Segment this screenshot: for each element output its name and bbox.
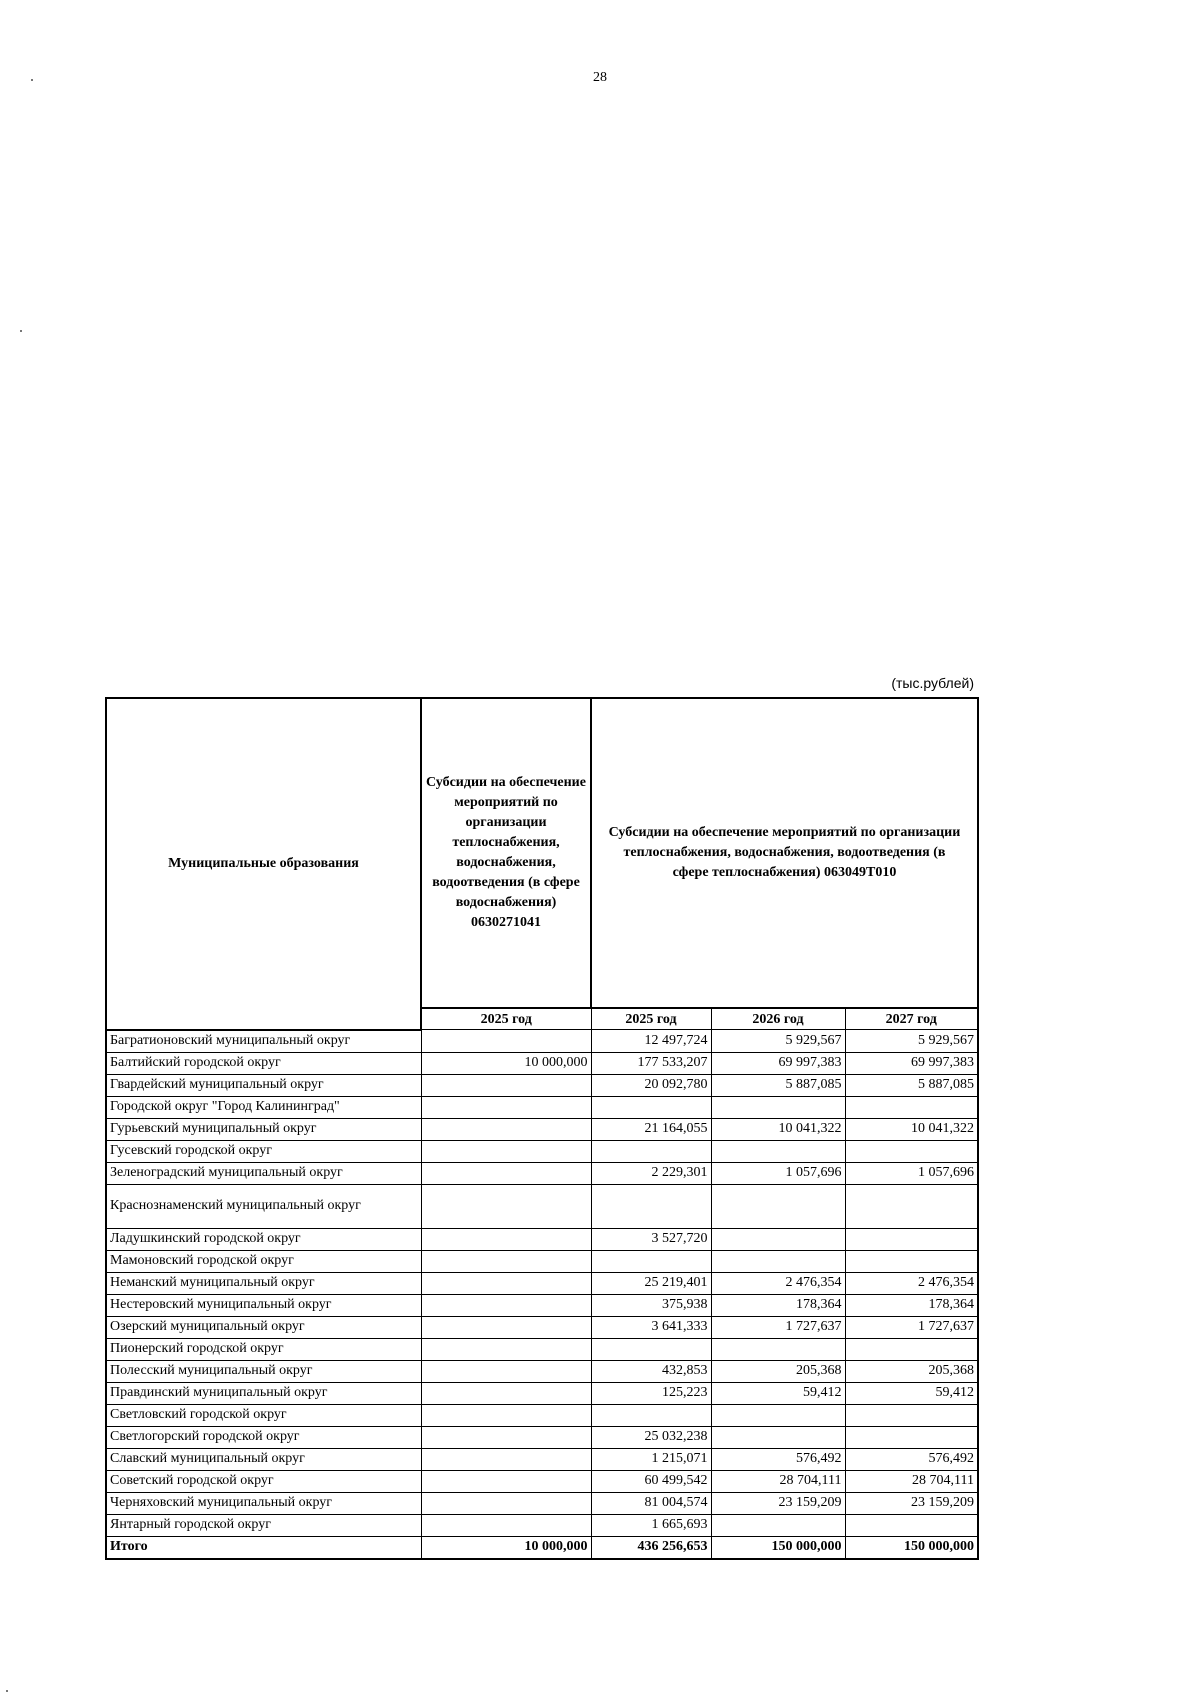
municipality-name: Гвардейский муниципальный округ (106, 1074, 421, 1096)
table-row (106, 1492, 978, 1514)
value-cell-v3: 69 997,383 (711, 1052, 845, 1074)
table-row (106, 1052, 978, 1074)
value-cell-v2: 60 499,542 (591, 1470, 711, 1492)
units-label: (тыс.рублей) (891, 675, 974, 691)
table-row (106, 1426, 978, 1448)
value-cell-v3 (711, 1184, 845, 1228)
value-cell-v3: 23 159,209 (711, 1492, 845, 1514)
value-cell-v3 (711, 1426, 845, 1448)
value-cell-v1 (421, 1514, 591, 1536)
value-cell-v4: 205,368 (845, 1360, 978, 1382)
value-cell-v4: 1 057,696 (845, 1162, 978, 1184)
value-cell-v1 (421, 1316, 591, 1338)
table-row (106, 1272, 978, 1294)
value-cell-v2 (591, 1338, 711, 1360)
value-cell-v4 (845, 1184, 978, 1228)
value-cell-v3 (711, 1140, 845, 1162)
value-cell-v2: 177 533,207 (591, 1052, 711, 1074)
value-cell-v3 (711, 1228, 845, 1250)
value-cell-v4 (845, 1250, 978, 1272)
value-cell-v1 (421, 1404, 591, 1426)
table-row (106, 1096, 978, 1118)
municipality-name: Янтарный городской округ (106, 1514, 421, 1536)
header-water-subsidy: Субсидии на обеспечение мероприятий по организации теплоснабжения, водоснабжения, водоотведения (в сфере водоснабжения) 0630271041 (421, 698, 591, 1008)
value-cell-v1 (421, 1492, 591, 1514)
value-cell-v3: 10 041,322 (711, 1118, 845, 1140)
value-cell-v1 (421, 1470, 591, 1492)
municipality-name: Полесский муниципальный округ (106, 1360, 421, 1382)
municipality-name: Славский муниципальный округ (106, 1448, 421, 1470)
value-cell-v1 (421, 1448, 591, 1470)
table-row (106, 1316, 978, 1338)
table-row (106, 1030, 978, 1053)
table-row (106, 1470, 978, 1492)
table-row (106, 1294, 978, 1316)
value-cell-v3: 205,368 (711, 1360, 845, 1382)
municipality-name: Гурьевский муниципальный округ (106, 1118, 421, 1140)
value-cell-v4 (845, 1096, 978, 1118)
municipality-name: Светловский городской округ (106, 1404, 421, 1426)
value-cell-v2: 3 641,333 (591, 1316, 711, 1338)
value-cell-v1 (421, 1184, 591, 1228)
value-cell-v1 (421, 1118, 591, 1140)
value-cell-v2 (591, 1140, 711, 1162)
value-cell-v4: 178,364 (845, 1294, 978, 1316)
value-cell-v2: 20 092,780 (591, 1074, 711, 1096)
table-row (106, 1162, 978, 1184)
total-value-v3: 150 000,000 (711, 1536, 845, 1559)
page-number: 28 (593, 70, 607, 85)
value-cell-v4 (845, 1404, 978, 1426)
value-cell-v1 (421, 1250, 591, 1272)
value-cell-v1 (421, 1360, 591, 1382)
value-cell-v2: 125,223 (591, 1382, 711, 1404)
value-cell-v3: 5 887,085 (711, 1074, 845, 1096)
value-cell-v2 (591, 1184, 711, 1228)
total-row (106, 1536, 978, 1559)
value-cell-v3: 28 704,111 (711, 1470, 845, 1492)
municipality-name: Черняховский муниципальный округ (106, 1492, 421, 1514)
value-cell-v2: 2 229,301 (591, 1162, 711, 1184)
value-cell-v3: 5 929,567 (711, 1030, 845, 1053)
value-cell-v1 (421, 1426, 591, 1448)
value-cell-v1 (421, 1030, 591, 1053)
total-label: Итого (106, 1536, 421, 1559)
value-cell-v4 (845, 1140, 978, 1162)
table-row (106, 1404, 978, 1426)
municipality-name: Зеленоградский муниципальный округ (106, 1162, 421, 1184)
value-cell-v2: 25 032,238 (591, 1426, 711, 1448)
value-cell-v2: 1 665,693 (591, 1514, 711, 1536)
municipality-name: Городской округ "Город Калининград" (106, 1096, 421, 1118)
value-cell-v1 (421, 1338, 591, 1360)
year-header-heat-2027: 2027 год (845, 1008, 978, 1030)
municipality-name: Нестеровский муниципальный округ (106, 1294, 421, 1316)
table-row (106, 1338, 978, 1360)
header-heat-subsidy: Субсидии на обеспечение мероприятий по организации теплоснабжения, водоснабжения, водоотведения (в сфере теплоснабжения) 063049T010 (591, 698, 978, 1008)
value-cell-v4: 576,492 (845, 1448, 978, 1470)
value-cell-v3: 1 727,637 (711, 1316, 845, 1338)
total-value-v4: 150 000,000 (845, 1536, 978, 1559)
value-cell-v4: 69 997,383 (845, 1052, 978, 1074)
table-row (106, 1514, 978, 1536)
municipality-name: Светлогорский городской округ (106, 1426, 421, 1448)
value-cell-v4 (845, 1338, 978, 1360)
value-cell-v4: 10 041,322 (845, 1118, 978, 1140)
value-cell-v2: 21 164,055 (591, 1118, 711, 1140)
municipality-name: Советский городской округ (106, 1470, 421, 1492)
value-cell-v3 (711, 1096, 845, 1118)
municipality-name: Балтийский городской округ (106, 1052, 421, 1074)
municipality-name: Неманский муниципальный округ (106, 1272, 421, 1294)
value-cell-v1 (421, 1294, 591, 1316)
municipality-name: Мамоновский городской округ (106, 1250, 421, 1272)
year-header-heat-2025: 2025 год (591, 1008, 711, 1030)
value-cell-v1 (421, 1382, 591, 1404)
year-header-heat-2026: 2026 год (711, 1008, 845, 1030)
municipality-name: Багратионовский муниципальный округ (106, 1030, 421, 1053)
value-cell-v3: 1 057,696 (711, 1162, 845, 1184)
value-cell-v2 (591, 1250, 711, 1272)
value-cell-v1 (421, 1074, 591, 1096)
value-cell-v3 (711, 1404, 845, 1426)
value-cell-v2: 375,938 (591, 1294, 711, 1316)
table-row (106, 1360, 978, 1382)
value-cell-v3 (711, 1250, 845, 1272)
value-cell-v1 (421, 1140, 591, 1162)
municipality-name: Озерский муниципальный округ (106, 1316, 421, 1338)
value-cell-v4: 1 727,637 (845, 1316, 978, 1338)
value-cell-v1: 10 000,000 (421, 1052, 591, 1074)
value-cell-v2: 432,853 (591, 1360, 711, 1382)
value-cell-v3 (711, 1514, 845, 1536)
value-cell-v4: 5 929,567 (845, 1030, 978, 1053)
table-row (106, 1448, 978, 1470)
value-cell-v2: 81 004,574 (591, 1492, 711, 1514)
value-cell-v4: 59,412 (845, 1382, 978, 1404)
value-cell-v2 (591, 1404, 711, 1426)
table-row (106, 1118, 978, 1140)
value-cell-v2: 25 219,401 (591, 1272, 711, 1294)
value-cell-v4: 28 704,111 (845, 1470, 978, 1492)
value-cell-v4: 2 476,354 (845, 1272, 978, 1294)
header-municipality: Муниципальные образования (106, 698, 421, 1030)
table-row (106, 1382, 978, 1404)
value-cell-v1 (421, 1162, 591, 1184)
value-cell-v3 (711, 1338, 845, 1360)
value-cell-v1 (421, 1272, 591, 1294)
value-cell-v4 (845, 1514, 978, 1536)
subsidy-table (105, 697, 979, 1560)
value-cell-v2 (591, 1096, 711, 1118)
value-cell-v2: 1 215,071 (591, 1448, 711, 1470)
value-cell-v3: 2 476,354 (711, 1272, 845, 1294)
municipality-name: Краснознаменский муниципальный округ (106, 1184, 421, 1228)
value-cell-v3: 178,364 (711, 1294, 845, 1316)
table-row (106, 1140, 978, 1162)
value-cell-v4: 23 159,209 (845, 1492, 978, 1514)
value-cell-v2: 12 497,724 (591, 1030, 711, 1053)
table-row (106, 1228, 978, 1250)
municipality-name: Ладушкинский городской округ (106, 1228, 421, 1250)
table-row (106, 1250, 978, 1272)
municipality-name: Пионерский городской округ (106, 1338, 421, 1360)
year-header-water-2025: 2025 год (421, 1008, 591, 1030)
table-row (106, 1184, 978, 1228)
value-cell-v1 (421, 1228, 591, 1250)
value-cell-v2: 3 527,720 (591, 1228, 711, 1250)
value-cell-v4: 5 887,085 (845, 1074, 978, 1096)
total-value-v1: 10 000,000 (421, 1536, 591, 1559)
table-row (106, 1074, 978, 1096)
value-cell-v4 (845, 1426, 978, 1448)
value-cell-v1 (421, 1096, 591, 1118)
municipality-name: Гусевский городской округ (106, 1140, 421, 1162)
municipality-name: Правдинский муниципальный округ (106, 1382, 421, 1404)
value-cell-v3: 576,492 (711, 1448, 845, 1470)
value-cell-v4 (845, 1228, 978, 1250)
total-value-v2: 436 256,653 (591, 1536, 711, 1559)
value-cell-v3: 59,412 (711, 1382, 845, 1404)
